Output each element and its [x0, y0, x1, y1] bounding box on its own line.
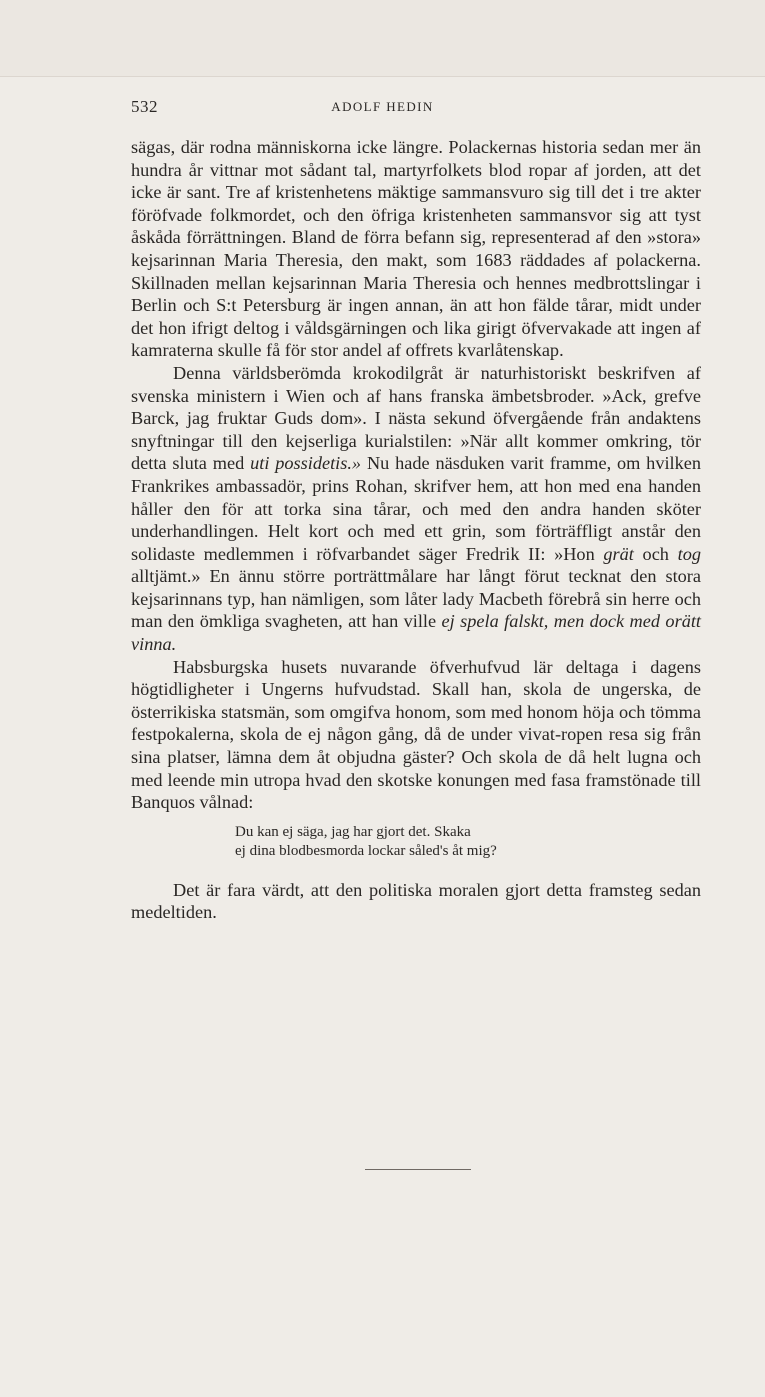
paragraph-1: sägas, där rodna människorna icke längre. Polackernas historia sedan mer än hundra år vittnar mot sådant tal, martyrfolkets blod ropar af jorden, att det icke är sant. Tre af kristenhetens mäktige sammansvuro sig till det i tre akter föröfvade folkmordet, och den öfriga kristenheten sammansvor sig att tyst åskåda förrättningen. Bland de förra befann sig, representerad af den »stora» kejsarinnan Maria Theresia, den makt, som 1683 räddades af polackerna. Skillnaden mellan kejsarinnan Maria Theresia och hennes medbrottslingar i Berlin och S:t Petersburg är ingen annan, än att hon fälde tårar, midt under det hon ifrigt deltog i våldsgärningen och lika girigt öfvervakade att ingen af kamraterna skulle få för stor andel af offrets kvarlåtenskap.: [131, 137, 701, 361]
page-number: 532: [131, 97, 158, 116]
paragraph-2-italic-c: tog: [677, 543, 701, 564]
body-text: [131, 136, 701, 924]
page-top-margin: [0, 0, 765, 77]
paragraph-2-italic-b: grät: [603, 543, 634, 564]
paragraph-2-text-d: alltjämt.» En ännu större porträttmålare har långt förut tecknat den stora kejsarinnans typ, han nämligen, som låter lady Macbeth förebrå sin herre och man den ömkliga svagheten, att han ville: [131, 566, 701, 632]
verse-line-2: ej dina blodbesmorda lockar såled's åt mig?: [235, 842, 497, 859]
paragraph-4: Det är fara värdt, att den politiska moralen gjort detta framsteg sedan medeltiden.: [131, 879, 701, 923]
paragraph-2: [131, 362, 701, 656]
paragraph-3: Habsburgska husets nuvarande öfverhufvud lär deltaga i dagens högtidligheter i Ungerns hufvudstad. Skall han, skola de ungerska, de österrikiska statsmän, som omgifva honom, som med honom höja och tömma festpokalerna, skola de ej någon gång, då de under vivat-ropen resa sig från sina platser, lämna dem åt objudna gäster? Och skola de då helt lugna och med leende min utropa hvad den skotske konungen med fasa framstönade till Banquos vålnad:: [131, 656, 701, 813]
paragraph-2-text-b: Nu hade näsduken varit framme, om hvilken Frankrikes ambassadör, prins Rohan, skrifver hem, att hon med ena handen håller den för att torka sina tårar, och med den andra handen sköter underhandlingen. Helt kort och med ett grin, som förträffligt anstår den solidaste medlemmen i röfvarbandet säger Fredrik II: »Hon: [131, 453, 702, 564]
paragraph-2-italic-a: uti possidetis.»: [250, 453, 362, 474]
verse-quote: [235, 823, 701, 861]
paragraph-2-text-a: Denna världsberömda krokodilgråt är naturhistoriskt beskrifven af svenska ministern i Wien och af hans franska ämbetsbroder. »Ack, grefve Barck, jag fruktar Guds dom». I nästa sekund öfvergående från andaktens snyftningar till den kejserliga kurialstilen: »När allt kommer omkring, tör detta sluta med: [131, 362, 701, 474]
verse-line-1: Du kan ej säga, jag har gjort det. Skaka: [235, 823, 471, 840]
paragraph-2-italic-d: ej spela falskt, men dock med orätt vinna.: [131, 611, 701, 655]
section-end-rule: [365, 1169, 471, 1170]
paragraph-2-text-c: och: [642, 543, 669, 564]
running-title: ADOLF HEDIN: [331, 99, 434, 114]
